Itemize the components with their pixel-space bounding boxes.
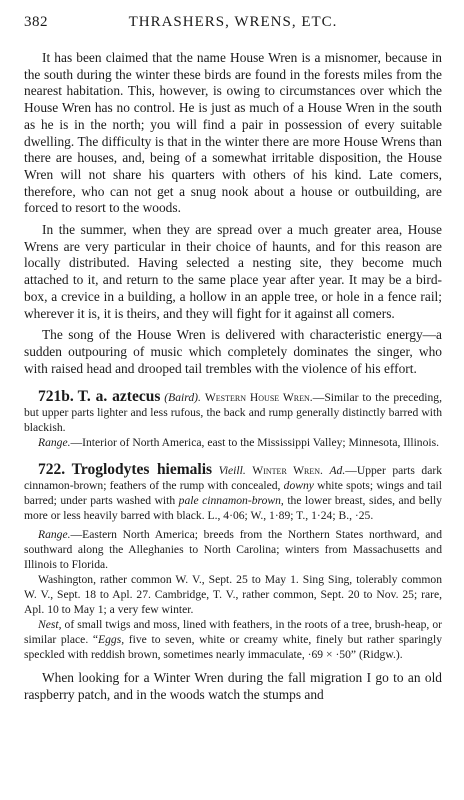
paragraph-song: The song of the House Wren is delivered with characteristic energy—a sudden outpouring of music which completely dominates the singer, who with raised head and drooped tail trembles with the violence of his effort. xyxy=(24,327,442,376)
running-title: THRASHERS, WRENS, ETC. xyxy=(128,14,338,30)
species-entry-722 xyxy=(24,462,442,523)
adult-label: Ad. xyxy=(329,464,346,478)
species-authority: (Baird). xyxy=(164,391,201,405)
eggs-label: Eggs, xyxy=(98,633,125,647)
nest-label: Nest, xyxy=(38,618,62,632)
species-authority: Vieill. xyxy=(218,464,246,478)
species-nest-722: Nest, of small twigs and moss, lined with feathers, in the roots of a tree, brush-heap, or similar place. “Eggs, five to seven, white or creamy white, finely but rather sparingly speckled with reddish brown, sometimes nearly immaculate, ·69 × ·50” (Ridgw.). xyxy=(24,618,442,662)
pale-cinnamon-text: pale cinnamon-brown, xyxy=(178,494,284,508)
species-number: 722. xyxy=(38,461,66,479)
species-range-721b xyxy=(24,435,442,450)
page-header xyxy=(24,12,442,34)
species-common-name: Winter Wren. xyxy=(252,464,323,478)
paragraph-misnomer: It has been claimed that the name House Wren is a misnomer, because in the south during the winter these birds are found in the forests miles from the nearest habitation. This, however, is owing to circumstances over which the House Wren has no control. He is just as much of a House Wren in the south as he is in the north; you will find a pair in possession of every suitable dwelling. The difficulty is that in the winter there are more House Wrens than there are houses, and, being of a somewhat irritable disposition, the House Wren will not share his quarters with others of his kind. Late comers, therefore, who can not get a snug nook about a house or outbuilding, are forced to resort to the woods. xyxy=(24,50,442,216)
range-label: Range. xyxy=(38,528,71,542)
range-text: —Interior of North America, east to the Mississippi Valley; Minnesota, Illinois. xyxy=(70,436,440,450)
species-description-1: —Upper parts dark cinnamon-brown; feathers of the rump with concealed, xyxy=(24,464,442,493)
species-scientific-name: Troglodytes hiemalis xyxy=(71,461,213,479)
nest-text: of small twigs and moss, lined with feathers, in the roots of a tree, brush-heap, or similar place. xyxy=(24,618,442,647)
paragraph-winter-wren: When looking for a Winter Wren during the fall migration I go to an old raspberry patch, and in the woods watch the stumps and xyxy=(24,670,442,703)
downy-text: downy xyxy=(283,479,314,493)
species-records-722: Washington, rather common W. V., Sept. 25 to May 1. Sing Sing, tolerably common W. V., Sept. 18 to Apl. 27. Cambridge, T. V., rather common, Sept. 20 to Nov. 25; rare, Apl. 10 to May 1; a very few winter. xyxy=(24,573,442,617)
species-description-3: the lower breast, sides, and belly more or less heavily barred with black. L., 4·06; W., 1·89; T., 1·24; B., ·25. xyxy=(24,494,442,523)
range-label: Range. xyxy=(38,436,71,450)
species-entry-721b xyxy=(24,389,442,435)
species-common-name: Western House Wren. xyxy=(204,391,313,405)
page-number: 382 xyxy=(24,14,48,30)
species-description: —Similar to the preceding, but upper parts lighter and less rufous, the back and rump generally distinctly barred with blackish. xyxy=(24,391,442,435)
range-text: —Eastern North America; breeds from the Northern States northward, and southward along the Alleghanies to North Carolina; winters from Massachusetts and Illinois to Florida. xyxy=(24,528,442,572)
paragraph-summer: In the summer, when they are spread over a much greater area, House Wrens are very particular in their choice of haunts, and for this reason are locally distributed. Having selected a nesting site, they become much attached to it, and return to the same place year after year. It may be a bird-box, a crevice in a building, a hollow in an apple tree, or hole in a fence rail; wherever it is, it is theirs, and they will fight for it against all comers. xyxy=(24,222,442,321)
species-scientific-name: T. a. aztecus xyxy=(77,388,161,406)
eggs-text: five to seven, white or creamy white, finely but rather sparingly speckled with reddish brown, sometimes nearly immaculate, ·69 × ·50” (Ridgw.). xyxy=(24,633,442,662)
species-number: 721b. xyxy=(38,388,74,406)
species-range-722 xyxy=(24,527,442,572)
species-description-2: white spots; wings and tail barred; under parts washed with xyxy=(24,479,442,508)
